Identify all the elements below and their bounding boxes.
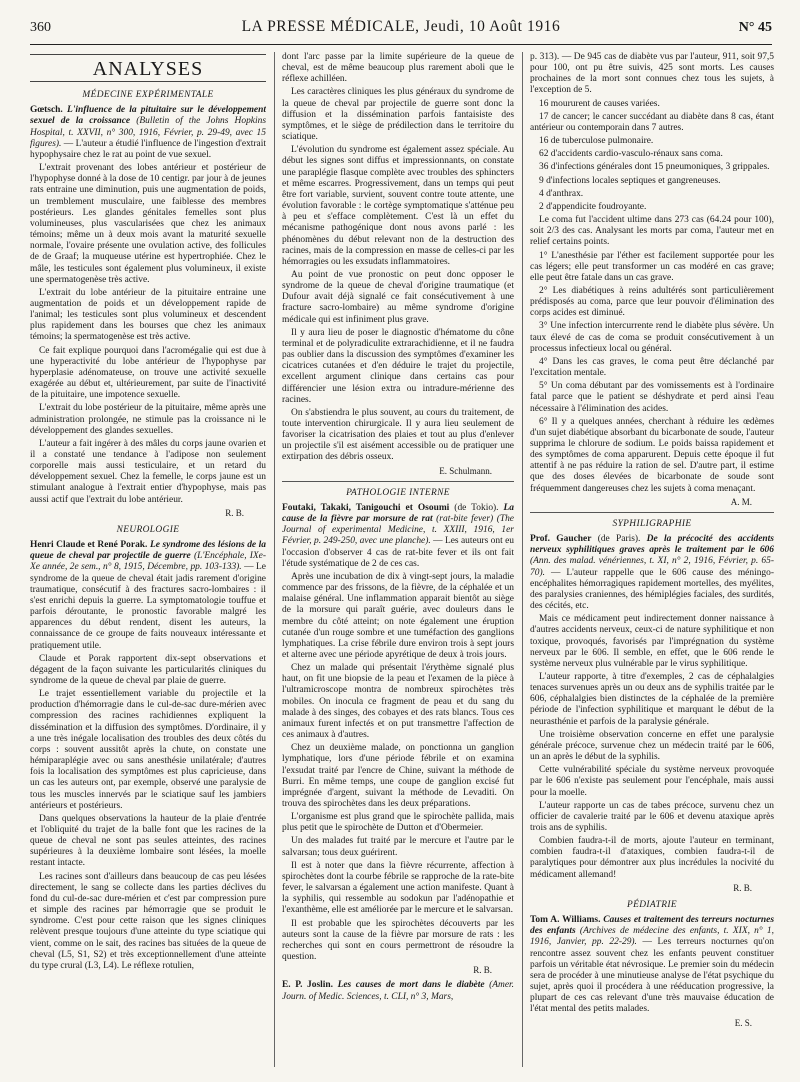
paragraph: Un des malades fut traité par le mercure et l'autre par le salvarsan; tous deux guérirent.: [282, 836, 514, 858]
article-intro: — L'auteur a étudié l'influence de l'ingestion d'extrait hypophysaire chez le rat au point de vue sexuel.: [30, 138, 266, 160]
paragraph: 5° Un coma débutant par des vomissements est à l'ordinaire fatal parce que le patient se déshydrate et perd ainsi l'eau nécessaire à l'élimination des acides.: [530, 381, 774, 414]
list-item: 62 d'accidents cardio-vasculo-rénaux sans coma.: [539, 149, 723, 160]
paragraph: L'extrait du lobe antérieur de la pituitaire entraine une augmentation de poids et un développement rapide de l'animal; les testicules sont plus volumineux et descendent plus rapidement dans les bourses que chez les animaux témoins; la spermatogenèse est très active.: [30, 287, 266, 343]
article-author: Foutaki, Takaki, Tanigouchi et Osoumi: [282, 502, 450, 513]
list-item: 9 d'infections locales septiques et gangreneuses.: [539, 175, 721, 186]
paragraph: Il est probable que les spirochètes découverts par les auteurs sont la cause de la fièvre par morsure de rats : les recherches qui sont en cours permettront de résoudre la question.: [282, 918, 514, 963]
list-item: 2 d'appendicite foudroyante.: [539, 201, 647, 212]
paragraph: Le trajet essentiellement variable du projectile et la production d'hémorragie dans le cul-de-sac dure-mérien avec compression des racines rachidiennes expliquent la dissémination et la diffusion des symptômes. D'ordinaire, il y a une très inégale localisation des troubles des deux côtés du corps : souvent aussitôt après la chute, on constate une hémiparaplégie avec ou sans anesthésie unilatérale; d'autres fois la localisation des symptômes est plus capricieuse, dans un cas les auteurs ont, par exemple, observé une paralysie de tous les muscles innervés par le sciatique sauf les jambiers antérieurs et postérieurs.: [30, 689, 266, 811]
article-author: Prof. Gaucher: [530, 534, 592, 545]
list-item: 36 d'infections générales dont 15 pneumoniques, 3 grippales.: [539, 162, 770, 173]
section-heading: NEUROLOGIE: [116, 524, 180, 535]
article-reference: (Archives de médecine des enfants, t. XIX, n° 1, 1916, Janvier, pp. 22-29).: [530, 926, 774, 948]
section-heading: SYPHILIGRAPHIE: [612, 518, 692, 529]
paragraph: Combien faudra-t-il de morts, ajoute l'auteur en terminant, combien faudra-t-il d'ataxiques, combien faudra-t-il de paralytiques pour démontrer aux plus incrédules la nocivité du médicament allemand!: [530, 836, 774, 880]
paragraph: dont l'arc passe par la limite supérieure de la queue de cheval, est de même beaucoup plus rarement aboli que le réflexe achilléen.: [282, 52, 514, 85]
article-title: La cause de la fièvre par morsure de rat: [282, 502, 514, 525]
article-lead: [282, 980, 514, 1002]
page-number: 360: [30, 20, 51, 35]
column-rule: [522, 52, 523, 1067]
article-reference: (Amer. Journ. of Medic. Sciences, t. CLI, n° 3, Mars,: [282, 980, 514, 1002]
column-right: [530, 52, 774, 1072]
paragraph: L'auteur a fait ingérer à des mâles du corps jaune ovarien et il a constaté une tendance à l'adipose non seulement corporelle mais aussi testiculaire, et un retard du développement sexuel. Chez la femelle, le corps jaune est un stimulant analogue à l'extrait entier d'hypophyse, mais pas aussi actif que l'extrait du lobe antérieur.: [30, 438, 266, 505]
issue-number: N° 45: [738, 20, 772, 35]
paragraph: p. 313). — De 945 cas de diabète vus par l'auteur, 911, soit 97,5 pour 100, ont pu être suivis, 425 sont morts. Les causes prochaines de la mort sont connues chez tous les sujets, à l'exception de 5.: [530, 52, 774, 96]
article-affiliation: (de Paris).: [597, 534, 641, 545]
signature: E. S.: [734, 1017, 752, 1028]
article-author: E. P. Joslin.: [282, 980, 334, 991]
paragraph: L'extrait provenant des lobes antérieur et postérieur de l'hypophyse donné à la dose de 10 centigr. par jour à de jeunes rats entraine une diminution, puis une augmentation de poids, un tremblement musculaire, une faiblesse des membres postérieurs. Les glandes génitales femelles sont plus volumineuses, plus vascularisées que chez les animaux témoins; même un à deux mois avant la maturité sexuelle normale, l'ovaire présente une ovulation active, des follicules de de Graaf; la muqueuse utérine est hypertrophiée. Chez le mâle, les testicules sont également plus volumineux, il existe une spermatogenèse très active.: [30, 163, 266, 285]
signature: R. B.: [473, 965, 492, 976]
paragraph: L'auteur rapporte, à titre d'exemples, 2 cas de céphalalgies tenaces survenues après un ou deux ans de syphilis traitée par le 606, céphalalgies bien distinctes de la céphalée de la première période de l'infection syphilitique et marquant le début de la neurasthénie et parfois de la paralysie générale.: [530, 671, 774, 727]
article-intro: — Les terreurs nocturnes qu'on rencontre assez souvent chez les enfants peuvent constituer parfois un véritable état névrosique. Le premier soin du médecin sera de procéder à une minutieuse analyse de l'état psychique du sujet, après quoi il procédera à une rééducation progressive, la plupart de ces cas relevant d'une très mauvaise éducation de l'état mental des petits malades.: [530, 937, 774, 1015]
article-affiliation: (de Tokio).: [454, 502, 499, 513]
rubric-box: [30, 54, 266, 82]
list-item: 4 d'anthrax.: [539, 188, 584, 199]
article-intro: — L'auteur rappelle que le 606 cause des méningo-encéphalites hémorragiques rapidement mortelles, des myélites, des paralysies craniennes, des hémiplégies faciales, des surdités, des cécités, etc.: [530, 567, 774, 612]
paragraph: Au point de vue pronostic on peut donc opposer le syndrome de la queue de cheval d'origine traumatique (et Dufour avait déjà signalé ce fait consécutivement à une fracture sacro-lombaire) au même syndrome d'origine médicale qui est infiniment plus grave.: [282, 269, 514, 325]
article-title: De la précocité des accidents nerveux syphilitiques graves après le traitement par le 606: [530, 534, 774, 556]
article-title: Causes et traitement des terreurs nocturnes des enfants: [530, 915, 774, 937]
paragraph: 3° Une infection intercurrente rend le diabète plus sévère. Un taux élevé de cas de coma se produit consécutivement à un processus infectieux local ou général.: [530, 321, 774, 354]
signature: R. B.: [225, 507, 244, 518]
article-reference: (Bulletin of the Johns Hopkins Hospital, t. XXVII, n° 300, 1916, Février, p. 29-49, avec 15 figures).: [30, 116, 266, 149]
paragraph: Dans quelques observations la hauteur de la plaie d'entrée et l'obliquité du trajet de la balle font que les racines de la queue de cheval ne sont pas seules atteintes, des racines supérieures à la deuxième lombaire sont lésées, la moelle restant intacte.: [30, 813, 266, 869]
divider: [530, 512, 774, 513]
paragraph: Le coma fut l'accident ultime dans 273 cas (64.24 pour 100), soit 2/3 des cas. Analysant les morts par coma, l'auteur met en relief certains points.: [530, 215, 774, 248]
paragraph: Chez un malade qui présentait l'érythème signalé plus haut, on fit une biopsie de la peau et l'examen de la pièce à l'ultramicroscope montra de nombreux spirochètes très mobiles. On inocula ce fragment de peau et du sang du malade à des singes, des cobayes et des rats blancs. Tous ces animaux furent infectés et on put transmettre l'affection de ces animaux à d'autres.: [282, 663, 514, 741]
article-lead: [30, 105, 266, 161]
article-intro: — Le syndrome de la queue de cheval était jadis rarement d'origine traumatique, consécutif à des fractures sacro-lombaires : il s'est enrichi depuis la guerre. La symptomatologie touffue et parfois déroutante, le pronostic favorable malgré les apparences du début rendent, disent les auteurs, la connaissance de ce groupe de faits nouveaux intéressante et pratiquement utile.: [30, 562, 266, 651]
journal-title: LA PRESSE MÉDICALE, Jeudi, 10 Août 1916: [241, 18, 561, 35]
paragraph: Les caractères cliniques les plus généraux du syndrome de la queue de cheval par projectile de guerre sont donc la diffusion et la dissémination parfois fantaisiste des symptômes, et le siège de prédilection dans le territoire du sciatique.: [282, 87, 514, 143]
paragraph: 6° Il y a quelques années, cherchant à réduire les œdèmes d'un sujet diabétique absorbant du bicarbonate de soude, l'auteur supprima le chlorure de sodium. Le poids baissa rapidement et des symptômes de coma apparurent. Depuis cette époque il fut attentif à ne pas réduire la ration de sel. D'autre part, il estime que des doses élevées de bicarbonate de soude sont fréquemment dangereuses chez les sujets à coma menaçant.: [530, 416, 774, 494]
article-title: L'influence de la pituitaire sur le développement sexuel de la croissance: [30, 105, 266, 127]
paragraph: L'extrait du lobe postérieur de la pituitaire, même après une administration prolongée, ne stimule pas la croissance ni le développement des glandes sexuelles.: [30, 403, 266, 436]
article-reference: (L'Encéphale, IXe-Xe année, 2e sem., n° 8, 1915, Décembre, pp. 103-133).: [30, 551, 266, 573]
signature: A. M.: [730, 496, 752, 507]
article-author: Gœtsch.: [30, 105, 63, 116]
article-author: Tom A. Williams.: [530, 915, 601, 926]
paragraph: Après une incubation de dix à vingt-sept jours, la maladie commence par des frissons, de la fièvre, de la céphalée et un malaise général. Une inflammation apparait bientôt au siège de la morsure qui paraît guérie, avec douleurs dans le membre du côté atteint; on note également une éruption cutanée d'un rouge sombre et une tuméfaction des ganglions lymphatiques. La crise fébrile dure environ trois à sept jours et alterne avec une période apyrétique de deux à trois jours.: [282, 571, 514, 660]
article-lead: [530, 915, 774, 1015]
article-lead: [530, 534, 774, 612]
paragraph: 1° L'anesthésie par l'éther est facilement supportée pour les cas légers; elle peut transformer un cas modéré en cas grave; elle peut être fatale dans un cas grave.: [530, 250, 774, 283]
article-lead: [282, 503, 514, 570]
page-header: [30, 18, 772, 45]
paragraph: Il est à noter que dans la fièvre récurrente, affection à spirochètes dont la courbe fébrile se rapproche de la rate-bite fever, le salvarsan a également une action manifeste. Quant à la syphilis, qui ressemble au sodokun par l'adénopathie et l'exanthème, elle est améliorée par le mercure et le salvarsan.: [282, 860, 514, 916]
article-lead: [30, 540, 266, 652]
section-heading: PATHOLOGIE INTERNE: [346, 487, 450, 498]
signature: R. B.: [733, 882, 752, 893]
paragraph: 4° Dans les cas graves, le coma peut être déclanché par l'excitation mentale.: [530, 356, 774, 379]
paragraph: L'organisme est plus grand que le spirochète pallida, mais plus petit que le spirochète de Dutton et d'Obermeier.: [282, 812, 514, 834]
column-left: [30, 52, 266, 1072]
article-author: Henri Claude et René Porak.: [30, 540, 148, 551]
signature: E. Schulmann.: [439, 465, 492, 476]
rubric-title: ANALYSES: [92, 58, 204, 80]
paragraph: Une troisième observation concerne en effet une paralysie générale précoce, survenue chez un médecin traité par le 606, un an après le début de la syphilis.: [530, 729, 774, 763]
paragraph: Les racines sont d'ailleurs dans beaucoup de cas peu lésées directement, le sang se collecte dans les parties déclives du fond du cul-de-sac dure-mérien et c'est par compression pure et simple des racines par hémorragie que se produit le syndrome. C'est pour cette raison que les signes cliniques relèvent presque toujours d'une atteinte du type sciatique qui vient, comme on le sait, des racines bas situées de la queue de cheval (L5, S1, S2) et très exceptionnellement d'une atteinte du type crural (L3, L4). Le réflexe rotulien,: [30, 871, 266, 971]
paragraph: Cette vulnérabilité spéciale du système nerveux provoquée par le 606 n'existe pas seulement pour l'encéphale, mais aussi pour la moelle.: [530, 765, 774, 798]
list-item: 16 moururent de causes variées.: [539, 98, 660, 109]
article-intro: — Les auteurs ont eu l'occasion d'observer 4 cas de rat-bite fever et ils ont fait l'étude systématique de 2 de ces cas.: [282, 536, 514, 569]
paragraph: L'auteur rapporte un cas de tabes précoce, survenu chez un officier de cavalerie traité par le 606 et devenu ataxique après trois ans de syphilis.: [530, 800, 774, 833]
paragraph: Ce fait explique pourquoi dans l'acromégalie qui est due à une hyperactivité du lobe antérieur de l'hypophyse par hyperplasie adénomateuse, on trouve une activité sexuelle exagérée au début et, ultérieurement, par suite de l'inactivité de la pituitaire, une impotence sexuelle.: [30, 345, 266, 401]
paragraph: Claude et Porak rapportent dix-sept observations et dégagent de la façon suivante les particularités cliniques du syndrome de la queue de cheval par plaie de guerre.: [30, 653, 266, 686]
list-item: 16 de tuberculose pulmonaire.: [539, 136, 654, 147]
column-rule: [274, 52, 275, 1067]
list-item: 17 de cancer; le cancer succédant au diabète dans 8 cas, étant antérieur ou contemporain dans 7 autres.: [530, 111, 774, 133]
section-heading: MÉDECINE EXPÉRIMENTALE: [82, 90, 214, 101]
paragraph: Il y aura lieu de poser le diagnostic d'hématome du cône terminal et de polyradiculite extrarachidienne, et il ne faudra pas oublier dans la discussion des symptômes d'examiner les cicatrices cutanées et d'en déduire le trajet du projectile, excellent argument clinique dans certains cas pour différencier une lésion extra ou intradure-mérienne des racines.: [282, 327, 514, 405]
paragraph: L'évolution du syndrome est également assez spéciale. Au début les signes sont diffus et impressionnants, on constate une paraplégie flasque complète avec troubles des sphincters et même escarres. Progressivement, dans un temps qui peut être fort variable, survient, souvent contre toute attente, une évolution favorable : le cortège symptomatique s'atténue peu à peu et s'efface complètement. C'est là un effet du mécanisme pathogénique dont nous avons parlé : les phénomènes du début relevant non de la destruction des racines, mais de la compression en masse de celles-ci par les hémorragies ou les exsudats inflammatoires.: [282, 145, 514, 267]
paragraph: Chez un deuxième malade, on ponctionna un ganglion lymphatique, lors d'une période fébrile et on examina l'exsudat traité par l'encre de Chine, suivant la méthode de Burri. En même temps, une coupe de ganglion excisé fut imprégnée d'argent, suivant la méthode de Levaditi. On trouva des spirochètes dans les deux préparations.: [282, 743, 514, 809]
column-middle: [282, 52, 514, 1072]
article-reference: (rat-bite fever) (The Journal of experimental Medicine, t. XXIII, 1916, 1er Février, p. 249-250, avec une planche).: [282, 514, 514, 547]
article-reference: (Ann. des malad. vénériennes, t. XI, n° 2, 1916, Février, p. 65-70).: [530, 556, 774, 578]
paragraph: 2° Les diabétiques à reins adultérés sont particulièrement prédisposés au coma, parce que leur pouvoir d'élimination des corps acides est diminué.: [530, 285, 774, 319]
section-heading: PÉDIATRIE: [626, 899, 678, 910]
article-title: Le syndrome des lésions de la queue de cheval par projectile de guerre: [30, 540, 266, 562]
paragraph: On s'abstiendra le plus souvent, au cours du traitement, de toute intervention chirurgicale. Il y aura lieu seulement de favoriser la cicatrisation des plaies et tout au plus d'enlever un projectile s'il est aisément accessible ou de pratiquer une extirpation des débris osseux.: [282, 407, 514, 463]
divider: [282, 481, 514, 482]
article-title: Les causes de mort dans le diabète: [337, 980, 485, 991]
paragraph: Mais ce médicament peut indirectement donner naissance à d'autres accidents nerveux, ceux-ci de nature syphilitique et non toxique, provoqués, favorisés par l'imprégnation du système nerveux par le 606. Il semble, en effet, que le 606 rende le système nerveux plus vulnérable par le virus syphilitique.: [530, 614, 774, 669]
